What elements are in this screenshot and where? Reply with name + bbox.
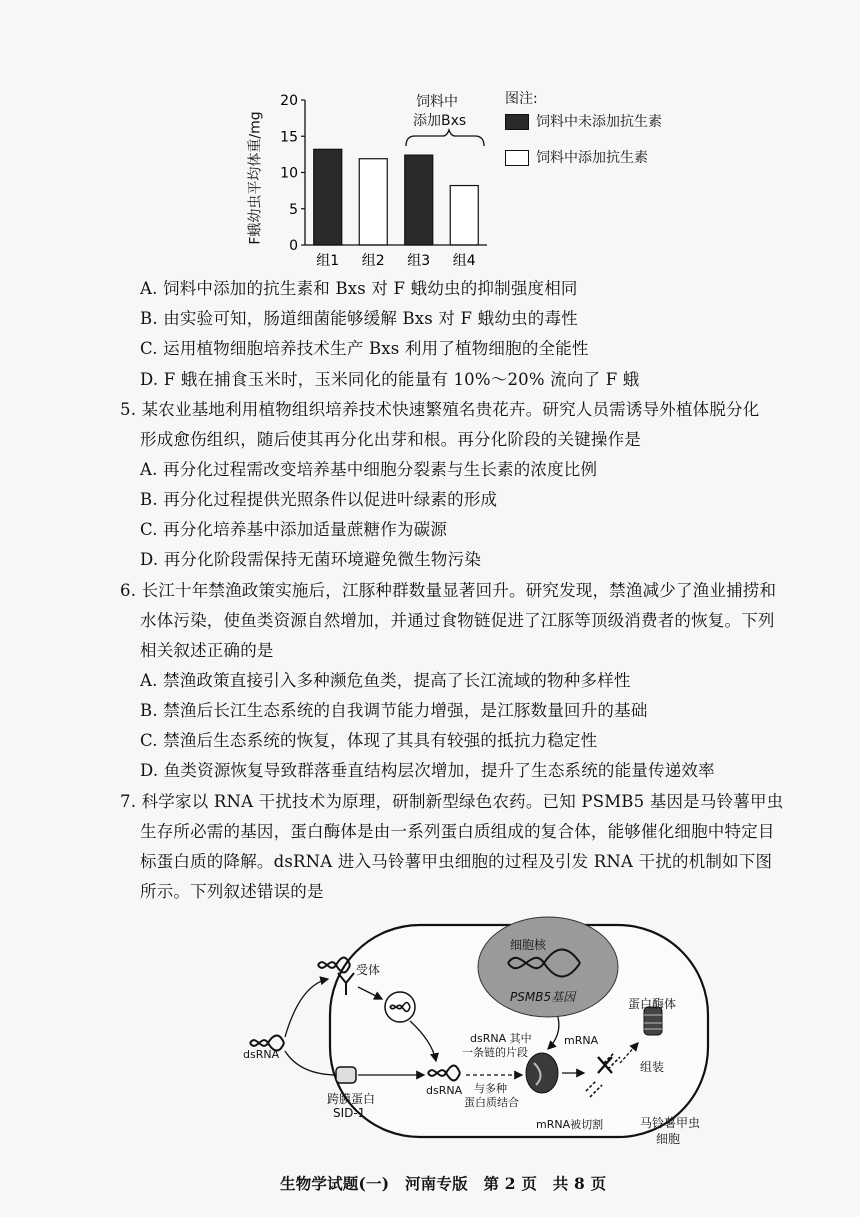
legend-swatch-dark: [505, 114, 529, 130]
risc-complex: [526, 1053, 558, 1093]
q6-stem-3: 相关叙述正确的是: [140, 641, 274, 660]
cleaved-label: mRNA被切割: [536, 1118, 604, 1131]
page-footer: 生物学试题(一) 河南专版 第 2 页 共 8 页: [280, 1174, 607, 1193]
cell-label-1: 马铃薯甲虫: [640, 1116, 701, 1130]
q6-stem-2: 水体污染，使鱼类资源自然增加，并通过食物链促进了江豚等顶级消费者的恢复。下列: [140, 611, 775, 630]
y-tick-label: 10: [280, 165, 298, 182]
q5-option-b: B. 再分化过程提供光照条件以促进叶绿素的形成: [140, 490, 498, 509]
x-category-label: 组3: [407, 253, 431, 269]
bar-4: [450, 186, 478, 245]
q6-option-c: C. 禁渔后生态系统的恢复，体现了其具有较强的抵抗力稳定性: [140, 731, 598, 750]
q7-stem-1: 7. 科学家以 RNA 干扰技术为原理，研制新型绿色农药。已知 PSMB5 基因是马铃薯甲虫: [120, 792, 784, 811]
transmembrane-label-2: SID-1: [333, 1106, 366, 1120]
y-tick-label: 5: [289, 201, 298, 218]
bar-2: [359, 159, 387, 245]
nucleus-label: 细胞核: [510, 938, 547, 952]
bar-3: [405, 155, 433, 245]
bracket-label-2: 添加Bxs: [413, 113, 467, 129]
y-tick-label: 15: [280, 129, 298, 146]
q4-option-d: D. F 蛾在捕食玉米时，玉米同化的能量有 10%～20% 流向了 F 蛾: [140, 370, 640, 389]
q5-stem-2: 形成愈伤组织，随后使其再分化出芽和根。再分化阶段的关键操作是: [140, 430, 641, 449]
dsrna-outside-label: dsRNA: [243, 1048, 280, 1061]
gene-label: PSMB5基因: [510, 990, 576, 1004]
chart-ylabel: F蛾幼虫平均体重/mg: [247, 111, 264, 245]
bar-1: [314, 149, 342, 245]
x-category-label: 组2: [361, 253, 385, 269]
legend-title: 图注:: [505, 91, 538, 107]
q4-option-b: B. 由实验可知，肠道细菌能够缓解 Bxs 对 F 蛾幼虫的毒性: [140, 309, 578, 328]
sid1-channel: [336, 1067, 356, 1083]
q6-stem-1: 6. 长江十年禁渔政策实施后，江豚种群数量显著回升。研究发现，禁渔减少了渔业捕捞和: [120, 581, 777, 600]
fragment-label-1: dsRNA 其中: [470, 1032, 532, 1045]
fragment-label-2: 一条链的片段: [462, 1046, 528, 1059]
q6-option-a: A. 禁渔政策直接引入多种濒危鱼类，提高了长江流域的物种多样性: [140, 671, 631, 690]
q6-option-d: D. 鱼类资源恢复导致群落垂直结构层次增加，提升了生态系统的能量传递效率: [140, 761, 715, 780]
y-tick-label: 0: [289, 238, 298, 254]
mrna-label: mRNA: [564, 1034, 599, 1047]
bind-label-2: 蛋白质结合: [464, 1096, 519, 1109]
y-tick-label: 20: [280, 93, 298, 109]
q5-option-c: C. 再分化培养基中添加适量蔗糖作为碳源: [140, 520, 448, 539]
bracket-label-1: 饲料中: [416, 94, 458, 110]
proteasome-label: 蛋白酶体: [628, 997, 677, 1011]
dsrna-inside-label: dsRNA: [426, 1084, 463, 1097]
q5-option-d: D. 再分化阶段需保持无菌环境避免微生物污染: [140, 550, 482, 569]
q4-option-a: A. 饲料中添加的抗生素和 Bxs 对 F 蛾幼虫的抑制强度相同: [140, 279, 578, 298]
assemble-label: 组装: [640, 1060, 665, 1074]
q6-option-b: B. 禁渔后长江生态系统的自我调节能力增强，是江豚数量回升的基础: [140, 701, 648, 720]
q5-stem-1: 5. 某农业基地利用植物组织培养技术快速繁殖名贵花卉。研究人员需诱导外植体脱分化: [120, 400, 760, 419]
q7-stem-4: 所示。下列叙述错误的是: [140, 882, 324, 901]
x-category-label: 组1: [316, 253, 340, 269]
bind-label-1: 与多种: [474, 1082, 507, 1095]
receptor-label: 受体: [356, 963, 381, 977]
legend-label-1: 饲料中未添加抗生素: [536, 114, 662, 130]
q7-stem-3: 标蛋白质的降解。dsRNA 进入马铃薯甲虫细胞的过程及引发 RNA 干扰的机制如下图: [140, 852, 773, 871]
legend-label-2: 饲料中添加抗生素: [536, 150, 648, 166]
transmembrane-label-1: 跨膜蛋白: [327, 1092, 376, 1106]
cell-label-2: 细胞: [656, 1132, 681, 1146]
q7-stem-2: 生存所必需的基因，蛋白酶体是由一系列蛋白质组成的复合体，能够催化细胞中特定目: [140, 822, 775, 841]
x-category-label: 组4: [452, 253, 476, 269]
q4-option-c: C. 运用植物细胞培养技术生产 Bxs 利用了植物细胞的全能性: [140, 339, 589, 358]
q5-option-a: A. 再分化过程需改变培养基中细胞分裂素与生长素的浓度比例: [140, 460, 598, 479]
legend-swatch-white: [505, 150, 529, 166]
endosome-vesicle: [385, 992, 415, 1022]
